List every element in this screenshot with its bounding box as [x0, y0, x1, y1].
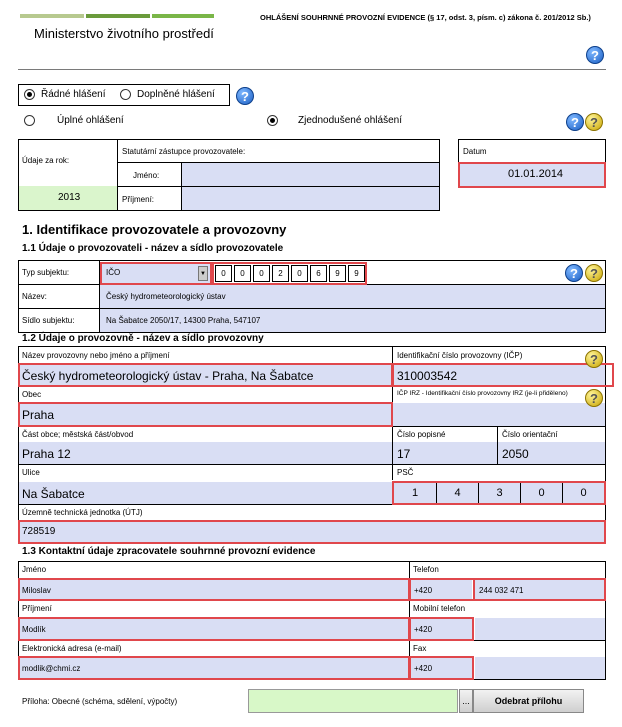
- zip-digit[interactable]: 3: [478, 483, 520, 503]
- orient-no-value: 2050: [502, 447, 529, 461]
- section-1-1-title: 1.1 Údaje o provozovateli - název a sídlo provozovatele: [22, 243, 284, 254]
- last-name-label: Příjmení:: [122, 195, 155, 204]
- utj-value: 728519: [22, 526, 56, 537]
- year-label: Údaje za rok:: [22, 156, 70, 165]
- subject-type-value: IČO: [106, 268, 121, 277]
- help-question-icon[interactable]: ?: [236, 87, 254, 105]
- mobile-label: Mobilní telefon: [413, 604, 466, 613]
- mobile-field[interactable]: [475, 618, 605, 640]
- plant-name-value: Český hydrometeorologický ústav - Praha, Na Šabatce: [22, 369, 314, 383]
- icp-value: 310003542: [397, 369, 458, 383]
- district-field[interactable]: [19, 442, 392, 464]
- icp-label: Identifikační číslo provozovny (IČP): [397, 351, 523, 360]
- fax-prefix: +420: [414, 664, 433, 673]
- contact-last-value: Modlík: [22, 625, 46, 634]
- house-no-label: Číslo popisné: [397, 430, 446, 439]
- help-question-icon[interactable]: ?: [565, 264, 583, 282]
- divider: [473, 579, 475, 600]
- remove-attachment-button[interactable]: Odebrat přílohu: [473, 689, 584, 713]
- hint-question-icon[interactable]: ?: [585, 389, 603, 407]
- help-question-icon[interactable]: ?: [586, 46, 604, 64]
- radio-supplementary-label: Doplněné hlášení: [137, 89, 215, 100]
- phone-label: Telefon: [413, 565, 439, 574]
- radio-simplified-report[interactable]: [267, 115, 278, 126]
- section-1-3-title: 1.3 Kontaktní údaje zpracovatele souhrnné provozní evidence: [22, 546, 316, 557]
- contact-first-value: Miloslav: [22, 586, 51, 595]
- radio-supplementary-report[interactable]: [120, 89, 131, 100]
- street-value: Na Šabatce: [22, 487, 85, 501]
- seat-label: Sídlo subjektu:: [22, 316, 75, 325]
- ministry-name: Ministerstvo životního prostředí: [34, 26, 214, 41]
- mobile-prefix: +420: [414, 625, 433, 634]
- ico-digit[interactable]: 2: [272, 265, 289, 282]
- name-value: Český hydrometeorologický ústav: [106, 292, 226, 301]
- hint-question-icon[interactable]: ?: [585, 264, 603, 282]
- fax-label: Fax: [413, 644, 427, 653]
- date-label: Datum: [463, 147, 487, 156]
- contact-last-label: Příjmení: [22, 604, 52, 613]
- ico-digit[interactable]: 6: [310, 265, 327, 282]
- date-value: 01.01.2014: [508, 168, 564, 180]
- icp-irz-field[interactable]: [393, 403, 605, 426]
- attachment-label: Příloha: Obecné (schéma, sdělení, výpočty): [22, 697, 178, 706]
- district-label: Část obce; městská část/obvod: [22, 430, 134, 439]
- plant-name-label: Název provozovny nebo jméno a příjmení: [22, 351, 170, 360]
- phone-value: 244 032 471: [479, 586, 524, 595]
- municipality-value: Praha: [22, 408, 55, 422]
- dropdown-arrow-icon[interactable]: ▼: [198, 266, 208, 281]
- contact-first-label: Jméno: [22, 565, 47, 574]
- form-title: OHLÁŠENÍ SOUHRNNÉ PROVOZNÍ EVIDENCE (§ 17, odst. 3, písm. c) zákona č. 201/2012 Sb.): [260, 13, 591, 22]
- email-label: Elektronická adresa (e-mail): [22, 644, 122, 653]
- zip-digit[interactable]: 1: [411, 487, 419, 499]
- radio-regular-report[interactable]: [24, 89, 35, 100]
- ico-digit[interactable]: 9: [348, 265, 365, 282]
- contact-last-highlight: [18, 617, 410, 641]
- header-stripe-2: [86, 14, 150, 18]
- header-stripe-1: [20, 14, 84, 18]
- first-name-label: Jméno:: [133, 171, 160, 180]
- zip-digit[interactable]: 4: [436, 483, 478, 503]
- browse-button[interactable]: ...: [459, 689, 473, 713]
- header-stripe-3: [152, 14, 214, 18]
- utj-highlight: [18, 520, 606, 544]
- year-value: 2013: [58, 192, 81, 203]
- ico-digit[interactable]: 0: [291, 265, 308, 282]
- hint-question-icon[interactable]: ?: [585, 350, 603, 368]
- help-question-icon[interactable]: ?: [566, 113, 584, 131]
- fax-field[interactable]: [475, 657, 605, 679]
- seat-value: Na Šabatce 2050/17, 14300 Praha, 547107: [106, 316, 261, 325]
- house-no-value: 17: [397, 447, 411, 461]
- phone-highlight: [409, 578, 606, 601]
- orient-no-label: Číslo orientační: [502, 430, 558, 439]
- ico-digit[interactable]: 0: [215, 265, 232, 282]
- ico-digit[interactable]: 0: [234, 265, 251, 282]
- ico-digit[interactable]: 9: [329, 265, 346, 282]
- radio-regular-label: Řádné hlášení: [41, 89, 106, 100]
- radio-full-label: Úplné ohlášení: [57, 115, 124, 126]
- hint-question-icon[interactable]: ?: [585, 113, 603, 131]
- municipality-label: Obec: [22, 390, 42, 399]
- zip-digit[interactable]: 0: [562, 483, 604, 503]
- email-value: modlik@chmi.cz: [22, 664, 81, 673]
- divider: [117, 139, 118, 211]
- subject-type-label: Typ subjektu:: [22, 268, 70, 277]
- municipality-highlight: [18, 402, 393, 427]
- zip-digit[interactable]: 0: [520, 483, 562, 503]
- radio-simplified-label: Zjednodušené ohlášení: [298, 115, 402, 126]
- zip-label: PSČ: [397, 468, 414, 477]
- utj-label: Územně technická jednotka (ÚTJ): [22, 508, 143, 517]
- divider: [18, 464, 606, 465]
- name-label: Název:: [22, 292, 47, 301]
- street-label: Ulice: [22, 468, 40, 477]
- district-value: Praha 12: [22, 447, 71, 461]
- radio-full-report[interactable]: [24, 115, 35, 126]
- first-name-field[interactable]: [182, 163, 439, 186]
- separator: [18, 69, 606, 70]
- contact-first-highlight: [18, 578, 410, 601]
- last-name-field[interactable]: [182, 187, 439, 210]
- section-1-title: 1. Identifikace provozovatele a provozovny: [22, 222, 287, 237]
- representative-label: Statutární zástupce provozovatele:: [122, 147, 246, 156]
- icp-irz-label: IČP IRZ - Identifikační číslo provozovny IRZ (je-li přiděleno): [397, 390, 568, 397]
- ico-digit[interactable]: 0: [253, 265, 270, 282]
- attachment-field[interactable]: [248, 689, 458, 713]
- section-1-2-title: 1.2 Údaje o provozovně - název a sídlo provozovny: [22, 333, 264, 344]
- phone-prefix: +420: [414, 586, 433, 595]
